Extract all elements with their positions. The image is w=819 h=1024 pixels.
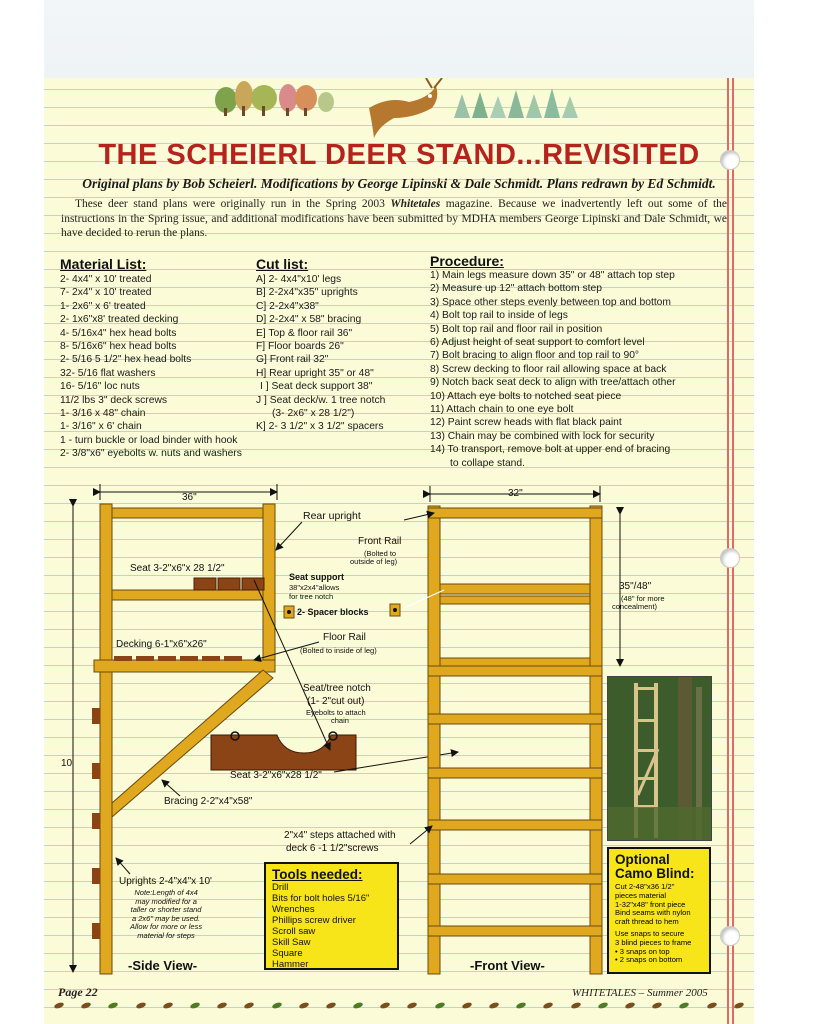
tools-box	[264, 862, 399, 970]
uprights-label: Uprights 2-4"x4"x 10'	[119, 876, 212, 887]
list-item: Skill Saw	[272, 937, 311, 948]
seat-support-note: for tree notch	[289, 592, 334, 601]
leaf-icon	[244, 1001, 255, 1009]
floor-rail	[440, 658, 590, 666]
step	[428, 714, 602, 724]
bolt	[393, 608, 397, 612]
pointer-line	[116, 858, 130, 874]
seat-rail	[440, 596, 590, 604]
list-item: • 2 snaps on bottom	[615, 955, 683, 965]
seat-board	[218, 578, 240, 590]
step	[428, 768, 602, 778]
magazine-page	[44, 0, 754, 1024]
list-item: K] 2- 3 1/2" x 3 1/2" spacers	[256, 421, 384, 433]
list-item: I ] Seat deck support 38"	[260, 381, 373, 393]
list-item: Wrenches	[272, 904, 315, 915]
cut-list-heading: Cut list:	[256, 256, 309, 272]
front-leg	[590, 506, 602, 974]
list-item: 32- 5/16 flat washers	[60, 367, 156, 379]
list-item: 14) To transport, remove bolt at upper end of bracing	[430, 444, 671, 456]
floor-rail-note: (Bolted to inside of leg)	[300, 646, 377, 655]
seat-label: Seat 3-2"x6"x 28 1/2"	[130, 563, 225, 574]
article-byline: Original plans by Bob Scheierl. Modifications by George Lipinski & Dale Schmidt. Plans redrawn by Ed Schmidt.	[82, 176, 716, 191]
list-item: may modified for a	[135, 896, 197, 906]
list-item: J ] Seat deck/w. 1 tree notch	[256, 394, 386, 406]
list-item: Use snaps to secure	[615, 928, 685, 938]
list-item: 2- 1x6"x8' treated decking	[60, 314, 179, 326]
list-item: 1) Main legs measure down 35" or 48" attach top step	[430, 270, 675, 281]
steps-label: 2"x4" steps attached with	[284, 830, 396, 841]
cut-list	[256, 273, 385, 434]
seat-support-note: 38"x2x4"allows	[289, 583, 340, 592]
front-height-note: concealment)	[612, 602, 658, 611]
step-end	[92, 813, 100, 829]
top-rail	[112, 508, 263, 518]
list-item: 3 blind pieces to frame	[615, 937, 692, 947]
pointer-line	[162, 780, 180, 796]
list-item: E] Top & floor rail 36"	[256, 327, 353, 339]
leaf-icon	[353, 1001, 364, 1009]
front-view-caption: -Front View-	[470, 958, 545, 973]
list-item: Note:Length of 4x4	[134, 888, 198, 897]
front-rail-label: Front Rail	[358, 536, 402, 547]
list-item: 4- 5/16x4" hex head bolts	[60, 327, 177, 339]
step	[428, 820, 602, 830]
list-item: Phillips screw driver	[272, 915, 356, 926]
front-rail-note: outside of leg)	[350, 557, 398, 566]
leaf-icon	[81, 1001, 92, 1009]
material-list	[60, 273, 242, 461]
list-item: C] 2-2x4"x38"	[256, 300, 319, 312]
side-height-dimension: 10'	[61, 758, 75, 769]
steps-label: deck 6 -1 1/2"screws	[286, 843, 379, 854]
leaf-icon	[271, 1001, 282, 1009]
front-width-dimension: 32"	[508, 488, 523, 499]
leaf-icon	[380, 1001, 391, 1009]
list-item: 11) Attach chain to one eye bolt	[430, 404, 574, 416]
photo-image	[608, 677, 712, 841]
list-item: 2- 3/8"x6" eyebolts w. nuts and washers	[60, 448, 242, 460]
deer-stand-photo	[607, 676, 712, 841]
list-item: 1-32"x48" front piece	[615, 899, 686, 909]
leaf-icon	[162, 1001, 173, 1009]
front-leg	[428, 506, 440, 974]
seat-support-label: Seat support	[289, 572, 345, 582]
leaf-icon	[706, 1001, 717, 1009]
decking-board	[136, 656, 154, 661]
uprights-note	[130, 889, 202, 940]
side-view-caption: -Side View-	[128, 958, 198, 973]
list-item: 7- 2x4" x 10' treated	[60, 287, 152, 299]
page-top-margin	[44, 0, 754, 78]
bolt	[287, 610, 291, 614]
leaf-icon	[679, 1001, 690, 1009]
list-item: Bind seams with nylon	[615, 908, 691, 918]
leaf-icon	[217, 1001, 228, 1009]
camo-instructions	[615, 930, 703, 965]
camo-instructions	[615, 883, 703, 927]
tools-heading: Tools needed:	[272, 867, 363, 882]
leaf-icon	[488, 1001, 499, 1009]
front-height-note: (48" for more	[621, 594, 665, 603]
page-number: Page 22	[58, 985, 98, 999]
leaf-icon	[624, 1001, 635, 1009]
step-end	[92, 763, 100, 779]
magazine-issue: WHITETALES – Summer 2005	[572, 987, 708, 999]
eyebolts-note: Eyebolts to attach	[306, 708, 366, 717]
leaf-icon	[733, 1001, 744, 1009]
intro-text: magazine. Because we inadvertently left out some of the instructions in the Spring issue, and additional modifications have been submitted by MDHA members George Lipinski and Dale Schmidt, we have decided to rerun the plans.	[61, 198, 727, 239]
leaf-icon	[597, 1001, 608, 1009]
list-item: • 3 snaps on top	[615, 946, 670, 956]
list-item: 13) Chain may be combined with lock for security	[430, 430, 655, 442]
leaf-icon	[298, 1001, 309, 1009]
seat-notch-cut: (1- 2"cut out)	[307, 696, 365, 707]
bracing-label: Bracing 2-2"x4"x58"	[164, 796, 253, 807]
list-item: pieces material	[615, 890, 667, 900]
list-item: Cut 2-48"x36 1/2"	[615, 882, 675, 891]
material-list-heading: Material List:	[60, 256, 147, 272]
leaf-icon	[461, 1001, 472, 1009]
leaf-icon	[108, 1001, 119, 1009]
list-item: 16- 5/16" loc nuts	[60, 381, 140, 393]
leaf-icon	[135, 1001, 146, 1009]
front-rail	[428, 508, 602, 518]
rear-upright-label: Rear upright	[303, 510, 361, 522]
seat-bottom-label: Seat 3-2"x6"x28 1/2"	[230, 770, 322, 781]
leaf-border	[54, 1003, 744, 1017]
step	[428, 874, 602, 884]
decking-board	[224, 656, 242, 661]
floor-rail	[94, 660, 275, 672]
decking-board	[180, 656, 198, 661]
camo-heading: Camo Blind:	[615, 866, 695, 881]
seat-board	[242, 578, 264, 590]
list-item: F] Floor boards 26"	[256, 341, 344, 353]
pointer-line	[276, 522, 302, 550]
leaf-icon	[189, 1001, 200, 1009]
leaf-icon	[570, 1001, 581, 1009]
seat-board	[194, 578, 216, 590]
intro-text: These deer stand plans were originally run in the Spring 2003	[75, 198, 391, 210]
side-width-dimension: 36"	[182, 492, 197, 503]
step-end	[92, 923, 100, 939]
list-item: 7) Bolt bracing to align floor and top rail to 90°	[430, 350, 640, 362]
front-view	[404, 486, 620, 974]
decking-label: Decking 6-1"x6"x26"	[116, 639, 207, 650]
seat-support	[112, 590, 263, 600]
step	[428, 666, 602, 676]
list-item: 1 - turn buckle or load binder with hook	[60, 434, 238, 446]
list-item: 11/2 lbs 3" deck screws	[60, 394, 168, 406]
front-height-dimension: 35"/48"	[619, 581, 652, 592]
list-item: craft thread to hem	[615, 917, 679, 927]
decking-board	[114, 656, 132, 661]
intro-magazine-name: Whitetales	[390, 198, 441, 210]
leaf-icon	[434, 1001, 445, 1009]
procedure-list	[430, 269, 676, 470]
list-item: Hammer	[272, 959, 309, 970]
seat-rail	[440, 584, 590, 594]
list-item: Allow for more or less	[130, 922, 203, 931]
leaf-icon	[516, 1001, 527, 1009]
list-item: 6) Adjust height of seat support to comfort level	[430, 337, 645, 349]
seat-notch-label: Seat/tree notch	[303, 683, 371, 694]
list-item: A] 2- 4x4"x10' legs	[256, 274, 342, 285]
list-item: 8- 5/16x6" hex head bolts	[60, 341, 177, 353]
procedure-heading: Procedure:	[430, 253, 504, 269]
eyebolts-note: chain	[331, 716, 349, 725]
list-item: 1- 3/16 x 48" chain	[60, 408, 146, 420]
leaf-icon	[407, 1001, 418, 1009]
list-item: B] 2-2x4"x35" uprights	[256, 287, 358, 299]
list-item: material for steps	[137, 930, 195, 940]
rear-upright	[263, 504, 275, 672]
step-end	[92, 708, 100, 724]
decking-board	[158, 656, 176, 661]
list-item: H] Rear upright 35" or 48"	[256, 367, 374, 379]
camo-heading: Optional	[615, 852, 670, 867]
leaf-icon	[543, 1001, 554, 1009]
list-item: D] 2-2x4" x 58" bracing	[256, 314, 362, 326]
list-item: (3- 2x6" x 28 1/2")	[272, 408, 355, 420]
front-rail-note: (Bolted to	[364, 549, 397, 558]
list-item: 9) Notch back seat deck to align with tree/attach other	[430, 377, 676, 389]
step	[428, 926, 602, 936]
list-item: Bits for bolt holes 5/16"	[272, 893, 370, 904]
decking-board	[202, 656, 220, 661]
list-item: Scroll saw	[272, 926, 316, 937]
list-item: 12) Paint screw heads with flat black paint	[430, 417, 622, 429]
list-item: taller or shorter stand	[130, 905, 202, 914]
leaf-icon	[325, 1001, 336, 1009]
deer-banner-illustration	[204, 78, 584, 140]
list-item: 1- 2x6" x 6' treated	[60, 300, 146, 312]
main-leg	[100, 504, 112, 974]
list-item: a 2x6" may be used.	[131, 913, 201, 923]
list-item: 3) Space other steps evenly between top and bottom	[430, 296, 671, 308]
step-end	[92, 868, 100, 884]
list-item: 5) Bolt top rail and floor rail in position	[430, 323, 603, 335]
list-item: 10) Attach eye bolts to notched seat piece	[430, 390, 622, 402]
list-item: 4) Bolt top rail to inside of legs	[430, 310, 568, 322]
list-item: 2) Measure up 12" attach bottom step	[430, 283, 602, 295]
camo-blind-box	[607, 847, 711, 974]
tools-list	[272, 882, 391, 970]
list-item: 1- 3/16" x 6' chain	[60, 421, 142, 433]
list-item: 8) Screw decking to floor rail allowing space at back	[430, 363, 667, 375]
leaf-icon	[652, 1001, 663, 1009]
list-item: Square	[272, 948, 303, 959]
article-title: THE SCHEIERL DEER STAND...REVISITED	[98, 139, 700, 171]
list-item: to collape stand.	[450, 457, 525, 469]
list-item: 2- 4x4" x 10' treated	[60, 274, 152, 285]
intro-paragraph	[61, 197, 727, 241]
list-item: Drill	[272, 882, 289, 893]
list-item: 2- 5/16 5 1/2" hex head bolts	[60, 354, 192, 366]
floor-rail-label: Floor Rail	[323, 632, 366, 643]
leaf-icon	[53, 1001, 64, 1009]
spacer-blocks-label: 2- Spacer blocks	[297, 607, 369, 617]
list-item: G] Front rail 32"	[256, 354, 329, 366]
